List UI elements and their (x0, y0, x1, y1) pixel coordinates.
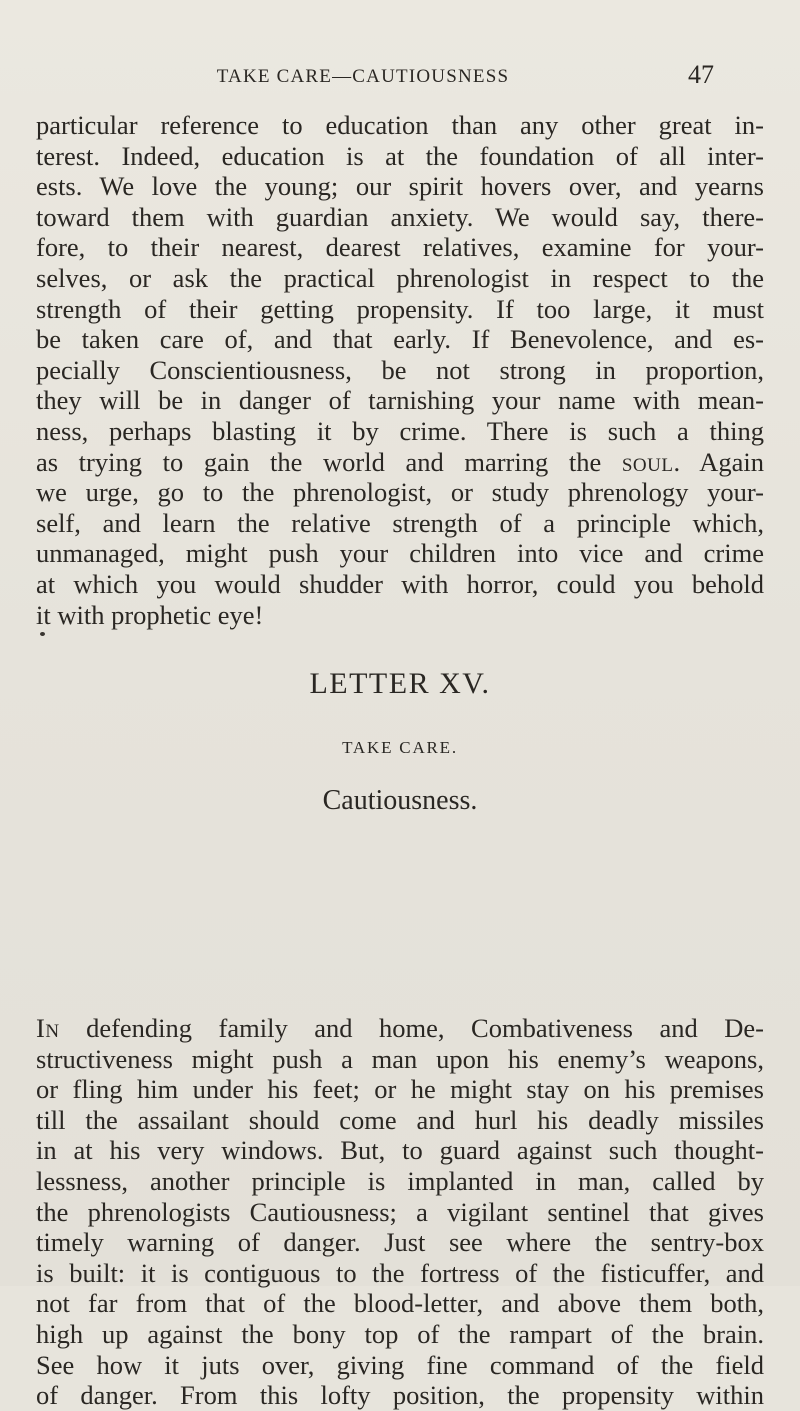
drop-lead-word: In (36, 1013, 60, 1043)
paragraph-1-line: terest. Indeed, education is at the foundation of all inter- (36, 140, 764, 171)
paragraph-1-line: selves, or ask the practical phrenologist in respect to the (36, 262, 764, 293)
paragraph-1-line: it with prophetic eye! (36, 599, 264, 630)
paragraph-2 (36, 1013, 764, 1411)
paragraph-2-line: not far from that of the blood-letter, and above them both, (36, 1288, 764, 1319)
paragraph-1-line: self, and learn the relative strength of a principle which, (36, 507, 764, 538)
paragraph-1-line: toward them with guardian anxiety. We would say, there- (36, 201, 764, 232)
paragraph-2-line: lessness, another principle is implanted in man, called by (36, 1165, 764, 1196)
paragraph-2-first-line (36, 1013, 764, 1044)
paragraph-1-line: they will be in danger of tarnishing your name with mean- (36, 385, 764, 416)
paragraph-2-line: in at his very windows. But, to guard against such thought- (36, 1135, 764, 1166)
paragraph-1-line: fore, to their nearest, dearest relatives, examine for your- (36, 232, 764, 263)
section-title: Cautiousness. (322, 785, 478, 816)
ink-speck (40, 632, 45, 636)
paragraph-2-line: or fling him under his feet; or he might stay on his premises (36, 1074, 764, 1105)
paragraph-2-line: till the assailant should come and hurl his deadly missiles (36, 1104, 764, 1135)
soul-word: soul (621, 446, 674, 477)
paragraph-2-line: is built: it is contiguous to the fortress of the fisticuffer, and (36, 1257, 764, 1288)
paragraph-1-line: particular reference to education than any other great in- (36, 110, 764, 140)
letter-subheading: TAKE CARE. (342, 738, 458, 757)
paragraph-1-line: unmanaged, might push your children into vice and crime (36, 538, 764, 569)
paragraph-1-line: strength of their getting propensity. If too large, it must (36, 293, 764, 324)
paragraph-2-line: timely warning of danger. Just see where the sentry-box (36, 1227, 764, 1258)
paragraph-1-line: at which you would shudder with horror, could you behold (36, 568, 764, 599)
page-number: 47 (688, 60, 714, 89)
paragraph-1-line: ness, perhaps blasting it by crime. There is such a thing (36, 415, 764, 446)
paragraph-1-line: ests. We love the young; our spirit hovers over, and yearns (36, 171, 764, 202)
paragraph-1 (36, 110, 764, 630)
paragraph-2-line: structiveness might push a man upon his enemy’s weapons, (36, 1043, 764, 1074)
paragraph-1-line: be taken care of, and that early. If Benevolence, and es- (36, 324, 764, 355)
paragraph-2-line: of danger. From this lofty position, the propensity within (36, 1380, 764, 1411)
paragraph-2-line: See how it juts over, giving fine command of the field (36, 1349, 764, 1380)
paragraph-1-line: pecially Conscientiousness, be not strong in proportion, (36, 354, 764, 385)
letter-heading: LETTER XV. (309, 667, 491, 700)
running-head: TAKE CARE—CAUTIOUSNESS (216, 66, 510, 87)
paragraph-2-line: the phrenologists Cautiousness; a vigilant sentinel that gives (36, 1196, 764, 1227)
paragraph-1-line: we urge, go to the phrenologist, or study phrenology your- (36, 477, 764, 508)
paragraph-1-line-soul: as trying to gain the world and marring the soul. Again (36, 446, 764, 477)
paragraph-2-first-line-text: defending family and home, Combativeness and De- (59, 1013, 764, 1043)
paragraph-2-line: high up against the bony top of the rampart of the brain. (36, 1318, 764, 1349)
